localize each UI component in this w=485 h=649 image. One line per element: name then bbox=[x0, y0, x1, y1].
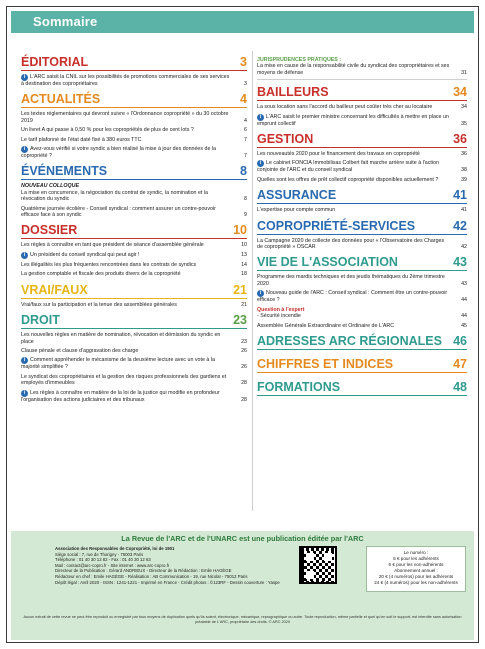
section-evenements bbox=[21, 164, 247, 218]
toc-entry[interactable]: Les nouveautés 2020 pour le financement des travaux en copropriété 36 bbox=[257, 151, 467, 158]
section-gestion bbox=[257, 132, 467, 183]
toc-entry[interactable]: Quatrième journée écolière - Conseil syndical : comment assurer un contre-pouvoir efficace face à son syndic 9 bbox=[21, 205, 247, 219]
section-chiffres-indices[interactable]: CHIFFRES ET INDICES 47 bbox=[257, 356, 467, 371]
section-jurisprudences bbox=[257, 57, 467, 80]
section-heading[interactable]: VRAI/FAUX 21 bbox=[21, 282, 247, 297]
section-vie-association bbox=[257, 255, 467, 328]
toc-entry[interactable]: i L'ARC saisit le premier ministre concernant les difficultés à mettre en place un emprunt collectif 35 bbox=[257, 113, 467, 127]
arc-info-icon: i bbox=[21, 74, 28, 81]
toc-entry[interactable]: i Le cabinet FONCIA Immobilisas Colbert fait marche arrière suite à l'action conjointe de l'ARC et du conseil syndical 38 bbox=[257, 160, 467, 174]
toc-entry[interactable]: NOUVEAU COLLOQUE La mise en concurrence, la négociation du contrat de syndic, la nomination et la révocation du syndic 8 bbox=[21, 183, 247, 203]
footer-title: La Revue de l'ARC et de l'UNARC est une publication éditée par l'ARC bbox=[121, 534, 364, 543]
section-heading[interactable]: ACTUALITÉS 4 bbox=[21, 92, 247, 107]
section-heading[interactable]: ASSURANCE 41 bbox=[257, 188, 467, 203]
section-heading[interactable]: DOSSIER 10 bbox=[21, 223, 247, 238]
toc-entry[interactable]: La gestion comptable et fiscale des produits divers de la copropriété 18 bbox=[21, 271, 247, 278]
section-actualites bbox=[21, 92, 247, 159]
toc-entry[interactable]: Les illégalités les plus fréquentes rencontrées dans les contrats de syndics 14 bbox=[21, 261, 247, 268]
toc-entry[interactable]: i L'ARC saisit la CNIL sur les possibilités de promotions commerciales de ses services à destination des copropriétaires 3 bbox=[21, 74, 247, 87]
toc-entry[interactable]: La Campagne 2020 de collecte des données pour « l'Observatoire des Charges de copropriété » OSCAR 42 bbox=[257, 237, 467, 251]
toc-entry[interactable]: i Avez-vous vérifié si votre syndic a bien réalisé la mise à jour des données de la copropriété ? 7 bbox=[21, 146, 247, 160]
toc-entry[interactable]: Question à l'expert - Sécurité incendie 44 bbox=[257, 306, 467, 320]
section-heading[interactable]: BAILLEURS 34 bbox=[257, 85, 467, 100]
toc-entry[interactable]: La sous location sans l'accord du bailleur peut coûter très cher au locataire 34 bbox=[257, 104, 467, 111]
section-heading[interactable]: GESTION 36 bbox=[257, 132, 467, 147]
toc-entry[interactable]: Les textes réglementaires qui devront suivre « l'Ordonnance copropriété » du 30 octobre 2019 4 bbox=[21, 111, 247, 124]
toc-entry[interactable]: Le tarif plafonné de l'état daté fixé à 380 euros TTC 7 bbox=[21, 136, 247, 143]
section-formations[interactable]: FORMATIONS 48 bbox=[257, 379, 467, 394]
arc-info-icon: i bbox=[21, 252, 28, 259]
page-title: Sommaire bbox=[33, 14, 98, 29]
toc-entry[interactable]: Quelles sont les offres de prêt collectif copropriété disponibles actuellement ? 39 bbox=[257, 176, 467, 183]
toc-entry[interactable]: Le syndicat des copropriétaires et la gestion des risques professionnels des gardiens et employés d'immeubles 28 bbox=[21, 373, 247, 387]
section-heading[interactable]: VIE DE L'ASSOCIATION 43 bbox=[257, 255, 467, 270]
section-copropriete-services bbox=[257, 219, 467, 251]
divider bbox=[257, 79, 467, 80]
sommaire-banner bbox=[11, 11, 474, 33]
arc-info-icon: i bbox=[257, 160, 264, 167]
column-divider bbox=[252, 51, 253, 511]
toc-entry[interactable]: Les nouvelles règles en matière de nomination, révocation et démission du syndic en place 23 bbox=[21, 332, 247, 345]
left-column bbox=[21, 55, 247, 408]
right-column bbox=[257, 57, 467, 403]
toc-entry[interactable]: Les règles à connaître en tant que président de séance d'assemblée générale 10 bbox=[21, 242, 247, 249]
toc-entry[interactable]: Assemblée Générale Extraordinaire et Ordinaire de L'ARC 45 bbox=[257, 322, 467, 329]
toc-entry[interactable]: L'expertise pour compte commun 41 bbox=[257, 207, 467, 214]
section-vrai-faux bbox=[21, 283, 247, 308]
section-editorial bbox=[21, 55, 247, 87]
arc-info-icon: i bbox=[21, 390, 28, 397]
section-heading[interactable]: COPROPRIÉTÉ-SERVICES 42 bbox=[257, 218, 467, 233]
toc-entry[interactable]: Un livret A qui passe à 0,50 % pour les copropriétés de plus de cent lots ? 6 bbox=[21, 127, 247, 134]
section-assurance bbox=[257, 188, 467, 213]
section-heading[interactable]: DROIT 23 bbox=[21, 313, 247, 328]
price-box: Le numéro : 5 € pour les adhérents 6 € pour les non-adhérents Abonnement annuel : 20 € (4 numéros) pour les adhérents 24 € (4 numéros) pour les non-adhérents bbox=[366, 546, 466, 592]
magazine-page bbox=[6, 6, 479, 643]
publication-footer bbox=[11, 531, 474, 640]
toc-entry[interactable]: i Un président du conseil syndical qui peut agir ! 13 bbox=[21, 252, 247, 259]
toc-entry[interactable]: Vrai/faux sur la participation et la tenue des assemblées générales 21 bbox=[21, 301, 247, 308]
qr-code-icon[interactable] bbox=[299, 546, 337, 584]
toc-entry[interactable]: i Nouveau guide de l'ARC : Conseil syndical : Comment être un contre-pouvoir efficace ? 44 bbox=[257, 290, 467, 304]
publisher-info: Association des Responsables de Copropriété, loi de 1901 Siège social : 7, rue de Thorigny - 75003 Paris Téléphone : 01 40 30 12 82 - Fax : 01 40 30 12 63 Mail : contact@arc-copro.fr - Site internet : www.arc-copro.fr Directeur de la Publication : Gérard ANDRIEUX - Directeur de la Rédaction : Emile HAGÈGE Rédacteur en chef : Emile HAGÈGE - Réalisation : AB Communication - 19, rue Nicolaï - 75012 Paris Dépôt légal : Avril 2020 - ISSN : 1241-1221 - Imprimé en France - Crédit photos : ©123RF - Dessin couverture : Yaspe bbox=[55, 546, 280, 585]
section-adresses[interactable]: ADRESSES ARC RÉGIONALES 46 bbox=[257, 333, 467, 348]
arc-info-icon: i bbox=[257, 290, 264, 297]
toc-entry[interactable]: JURISPRUDENCES PRATIQUES : La mise en cause de la responsabilité civile du syndicat des copropriétaires et ses moyens de défense 31 bbox=[257, 57, 467, 76]
arc-info-icon: i bbox=[257, 114, 264, 121]
section-heading[interactable]: ÉDITORIAL 3 bbox=[21, 55, 247, 69]
toc-entry[interactable]: i Les règles à connaître en matière de la loi de la justice qui modifie en profondeur l'organisation des actions judiciaires et des tribunaux 28 bbox=[21, 389, 247, 403]
toc-entry[interactable]: Programme des mardis techniques et des jeudis thématiques du 2ème trimestre 2020 43 bbox=[257, 274, 467, 287]
section-heading[interactable]: ÉVÉNEMENTS 8 bbox=[21, 164, 247, 179]
toc-entry[interactable]: i Comment appréhender le mécanisme de la deuxième lecture avec un vote à la majorité simplifiée ? 26 bbox=[21, 357, 247, 371]
toc-entry[interactable]: Clause pénale et clause d'aggravation des charge 26 bbox=[21, 347, 247, 354]
section-droit bbox=[21, 313, 247, 403]
section-bailleurs bbox=[257, 85, 467, 127]
arc-info-icon: i bbox=[21, 146, 28, 153]
copyright-notice: Aucun extrait de cette revue ne peut être reproduit ou enregistré par tous moyens de duplication quels qu'ils soient, électronique, mécanique, reprographique ou autre. Toute reproduction, même partielle et quel qu'en soit le support, est interdite sans autorisation préalable de L'ARC, propriétaire des droits. © ARC 2020 bbox=[23, 615, 462, 624]
arc-info-icon: i bbox=[21, 357, 28, 364]
section-dossier bbox=[21, 223, 247, 277]
